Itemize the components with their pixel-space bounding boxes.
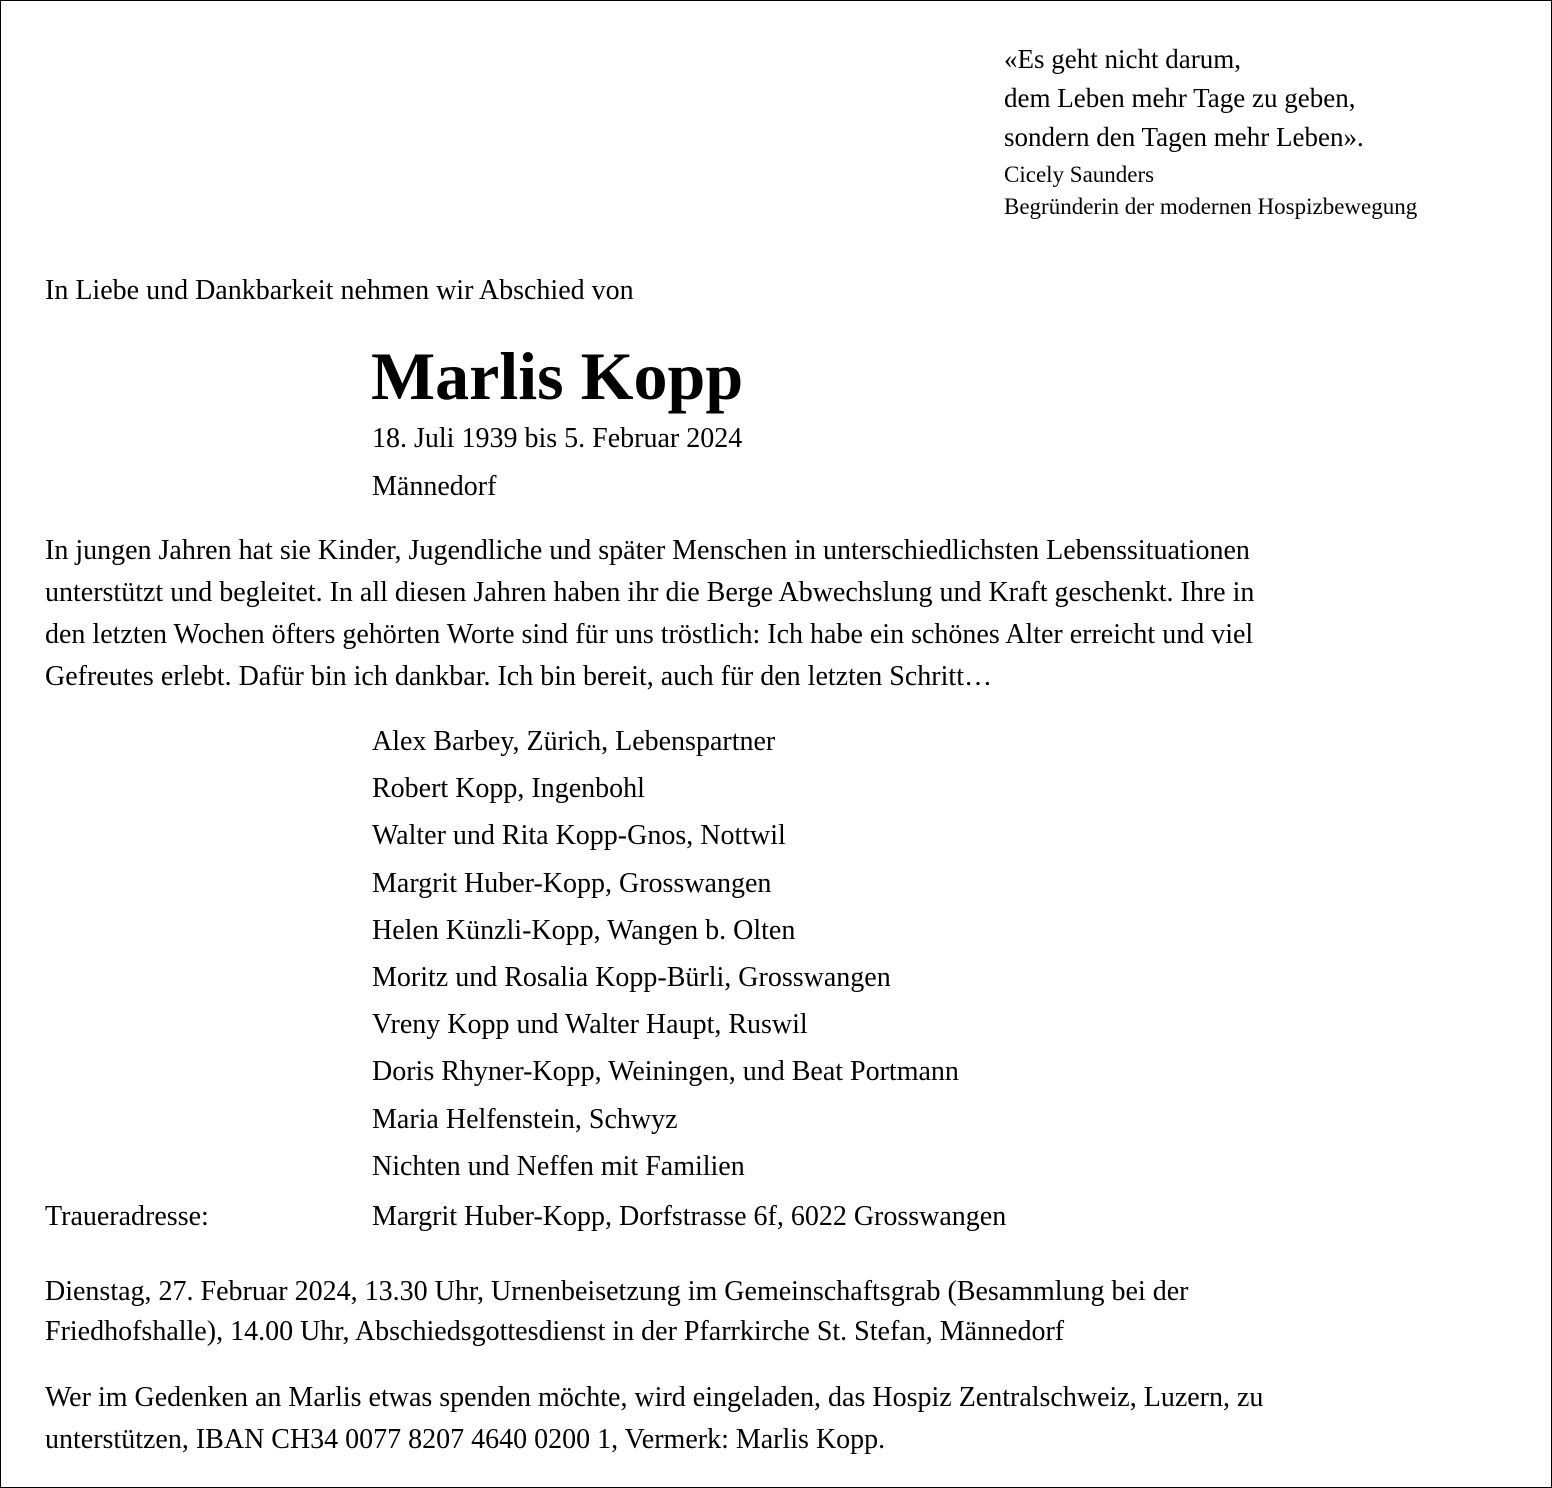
quote-author-role: Begründerin der modernen Hospizbewegung — [1004, 194, 1418, 219]
mourner-item: Doris Rhyner-Kopp, Weiningen, und Beat Portmann — [372, 1056, 959, 1088]
ceremony-info — [45, 1272, 1189, 1352]
mourner-item: Walter und Rita Kopp-Gnos, Nottwil — [372, 820, 786, 852]
mourner-item: Alex Barbey, Zürich, Lebenspartner — [372, 726, 776, 757]
quote-line: «Es geht nicht darum, — [1004, 44, 1241, 74]
quote-line: sondern den Tagen mehr Leben». — [1004, 122, 1364, 152]
biography-line: Gefreutes erlebt. Dafür bin ich dankbar. Ich bin bereit, auch für den letzten Schritt… — [45, 661, 992, 692]
mourning-address-label: Traueradresse: — [45, 1201, 209, 1232]
biography — [45, 530, 1515, 698]
deceased-dates: 18. Juli 1939 bis 5. Februar 2024 — [372, 423, 743, 454]
quote-line: dem Leben mehr Tage zu geben, — [1004, 83, 1356, 113]
quote-author: Cicely Saunders — [1004, 162, 1155, 187]
deceased-name: Marlis Kopp — [371, 338, 744, 414]
ceremony-line: Friedhofshalle), 14.00 Uhr, Abschiedsgottesdienst in der Pfarrkirche St. Stefan, Männedorf — [45, 1316, 1065, 1347]
deceased-place: Männedorf — [372, 471, 497, 502]
ceremony-line: Dienstag, 27. Februar 2024, 13.30 Uhr, Urnenbeisetzung im Gemeinschaftsgrab (Besammlung bei der — [45, 1276, 1189, 1307]
donation-info — [45, 1377, 1263, 1461]
mourner-item: Robert Kopp, Ingenbohl — [372, 773, 645, 805]
mourner-item: Helen Künzli-Kopp, Wangen b. Olten — [372, 914, 796, 946]
biography-line: In jungen Jahren hat sie Kinder, Jugendliche und später Menschen in unterschiedlichsten Lebenssituationen — [45, 535, 1250, 566]
mourner-item: Margrit Huber-Kopp, Grosswangen — [372, 867, 772, 899]
biography-line: unterstützt und begleitet. In all diesen Jahren haben ihr die Berge Abwechslung und Kraft geschenkt. Ihre in — [45, 577, 1255, 608]
mourning-address-value: Margrit Huber-Kopp, Dorfstrasse 6f, 6022 Grosswangen — [372, 1201, 1007, 1232]
biography-line: den letzten Wochen öfters gehörten Worte sind für uns tröstlich: Ich habe ein schönes Alter erreicht und viel — [45, 619, 1254, 650]
donation-line: unterstützen, IBAN CH34 0077 8207 4640 0200 1, Vermerk: Marlis Kopp. — [45, 1424, 886, 1455]
mourner-item: Vreny Kopp und Walter Haupt, Ruswil — [372, 1009, 808, 1041]
mourner-item: Moritz und Rosalia Kopp-Bürli, Grosswangen — [372, 962, 891, 994]
intro-text: In Liebe und Dankbarkeit nehmen wir Abschied von — [45, 275, 634, 306]
donation-line: Wer im Gedenken an Marlis etwas spenden möchte, wird eingeladen, das Hospiz Zentralschweiz, Luzern, zu — [45, 1382, 1264, 1413]
mourner-item: Maria Helfenstein, Schwyz — [372, 1103, 678, 1135]
epigraph-quote — [1004, 40, 1417, 223]
mourners-list — [372, 718, 959, 1190]
mourner-item: Nichten und Neffen mit Familien — [372, 1150, 745, 1182]
